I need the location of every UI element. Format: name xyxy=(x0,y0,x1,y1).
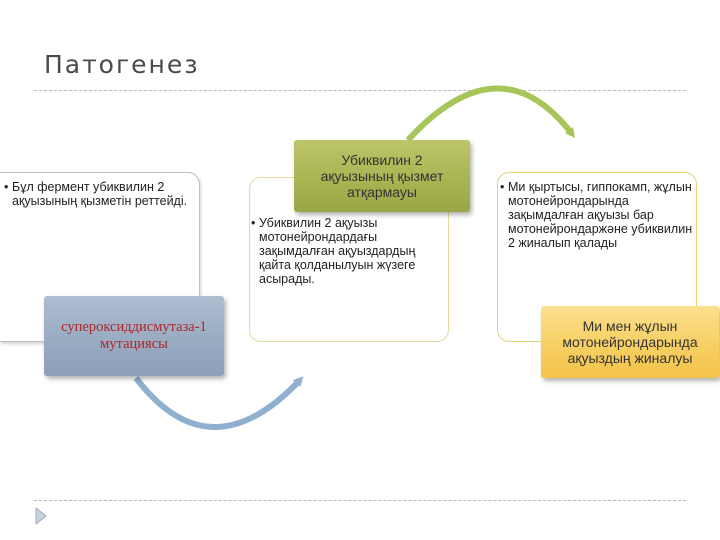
bullet: • xyxy=(251,216,256,230)
right-card-text xyxy=(500,180,693,250)
ubiquilin-dysfunction-label: Убиквилин 2 ақуызының қызмет атқармауы xyxy=(320,152,444,200)
nav-triangle-icon[interactable] xyxy=(34,506,48,526)
left-card-text xyxy=(4,180,192,208)
slide-title: Патогенез xyxy=(44,50,200,79)
protein-accumulation-label: Ми мен жұлын мотонейрондарында ақуыздың жиналуы xyxy=(562,318,698,366)
left-card-body: Бұл фермент убиквилин 2 ақуызының қызметін реттейді. xyxy=(12,180,188,208)
bullet: • xyxy=(500,180,505,194)
middle-card-text xyxy=(251,216,449,286)
middle-card-body: Убиквилин 2 ақуызы мотонейрондардағы зақымдалған ақуыздардың қайта қолданылуын жүзеге асырады. xyxy=(259,216,416,286)
protein-accumulation-box xyxy=(541,306,719,378)
curved-arrow-icon xyxy=(136,378,300,427)
curved-arrow-icon xyxy=(408,88,572,140)
right-card-body: Ми қыртысы, гиппокамп, жұлын мотонейрондарында зақымдалған ақуызы бар мотонейрондаржәне убиквилин 2 жиналып қалады xyxy=(508,180,693,250)
bullet: • xyxy=(4,180,9,194)
sod1-mutation-label: супероксиддисмутаза-1 мутациясы xyxy=(61,319,207,352)
ubiquilin-dysfunction-box xyxy=(294,140,470,212)
sod1-mutation-box xyxy=(44,296,224,376)
